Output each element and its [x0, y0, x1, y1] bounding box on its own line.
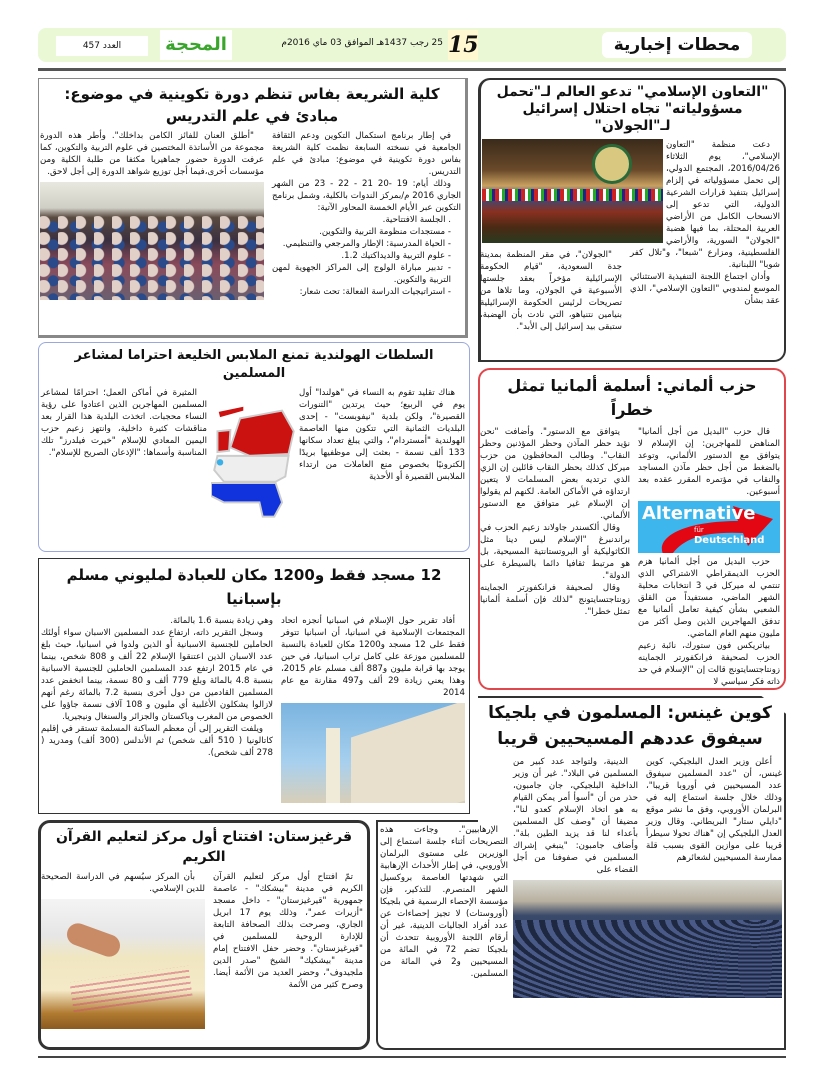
article-fes-columns: [40, 130, 461, 300]
section-title: محطات إخبارية: [602, 32, 752, 58]
headline: قرغيزستان: افتتاح أول مركز لتعليم القرآن الكريم: [55, 829, 352, 865]
photo-lecture-hall: [40, 182, 264, 300]
article-kyrgyzstan: [38, 820, 370, 1050]
footer-divider: [38, 1056, 786, 1058]
article-netherlands-col-right: هناك تقليد تقوم به النساء في "هولندا" أول يوم في الربيع؛ حيث يرتدين "التنورات القصيرة"، ولكن بلدية "نيفوبست" - إحدى البلديات الثمانية التي تتكون منها العاصمة الهولندية "أمستردام"، والتي يبلغ تعداد سكانها 133 ألف نسمة - بعثت إلى موظفيها بريدًا إلكترونيًا بخصوص منع العاملات من ارتداء الملابس القصيرة أو الأحذية: [299, 388, 465, 482]
fes-item: - استراتيجيات الدراسة الفعالة: تحت شعار:: [299, 287, 451, 297]
article-germany-col-left: يتوافق مع الدستور". وأضافت "نحن نؤيد حظر المآذن وحظر المؤذنين وحظر النقاب". وطالب المحافظون من حزب ميركل كذلك بحظر النقاب قائلين إن الزي الذي ترتديه بعض المسلمات لا يتعين ارتداؤه في الأماكن العامة. لكنهم لم يقولوا إن الإسلام غير متوافق مع الدستور الألماني. وقال ألكسندر جاولاند زعيم الحزب في براندنبرغ "الإسلام ليس دينا مثل الكاثوليكية أو البروتستانتية المسيحية، بل هو مرتبط ثقافيا دائما بالسيطرة على الدولة". وقال لصحيفة فرانكفورتر الجماينه زونتاجتسايتونج "لذلك فإن أسلمة ألمانيا تمثل خطرا".: [480, 427, 630, 617]
photo-oic-meeting: [482, 139, 663, 243]
article-spain-col-left: وهي زيادة بنسبة 1.6 بالمائة. وسجل التقرير ذاته، ارتفاع عدد المسلمين الاسبان سواء أولئك الحاملين للجنسية الاسبانية أو الذين ولدوا في اسبانيا، حيث بلغ عدد الاسبان الذين اعتنقوا الإسلام 22 ألف و 808 شخص، بينما في عام 2015 ارتفع عدد المسلمين الحاملين للجنسية الاسبانية بنسبة 4.8 بالمائة وبلغ 779 ألف و 80 نسمة، بينما انخفض عدد المسلمين القادمين من دول أخرى بنسبة 7.2 بالمائة رغم أنهم لازالوا يشكلون الأغلبية أي مليون و 108 آلاف نسمة جاؤوا على الخصوص من المغرب وباكستان والجزائر والسنغال ونيجيريا. ويلفت التقرير إلى أن معظم الساكنة المسلمة تستقر في إقليم كاتالونيا ( 510 ألف شخص) ثم الأندلس (300 ألف) ومدريد ( 278 ألف شخص).: [41, 616, 274, 758]
article-netherlands-col-left: المثيرة في أماكن العمل؛ احترامًا لمشاعر المسلمين المهاجرين الذين اعتادوا على رؤية النساء محجبات. اتخذت البلدية هذا القرار بعد مناقشات كثيرة داخلية، وانتهز زعيم حزب اليمين المعادي للإسلام "خيرت فيلدرز" تلك المناسبة وأسماها: "الإذعان الصريح للإسلام".: [41, 388, 207, 458]
article-netherlands-columns: [43, 387, 465, 537]
fes-item: - تدبير مباراة الولوج إلى المراكز الجهوية لمهن التربية والتكوين.: [272, 263, 451, 285]
article-fes: [38, 78, 468, 338]
article-germany-columns: [480, 426, 780, 688]
headline: 12 مسجد فقط و1200 مكان للعبادة لمليوني مسلم بإسبانيا: [66, 566, 442, 608]
article-oic-col-left: "الجولان"، في مقر المنظمة بمدينة جدة السعودية، "قيام الحكومة الإسرائيلية مؤخراً بعقد جلستها الأسبوعية في الجولان، وما تلاها من تصريحات لرئيس الحكومة الإسرائيلية بنيامين نتنياهو، التي نادت بأن الهضبة، ستبقى بيد إسرائيل إلى الأبد".: [480, 250, 622, 332]
article-kyrgyzstan-col-left: بأن المركز سيُسهم في الدراسة الصحيحة للدين الإسلامي.: [41, 871, 205, 1029]
header-divider: [38, 68, 786, 71]
article-netherlands: [38, 342, 470, 552]
headline: كلية الشريعة بفاس تنظم دورة تكوينية في موضوع: مبادئ في علم التدريس: [64, 85, 440, 125]
article-belgium-content: [478, 698, 784, 1000]
article-kyrgyzstan-col-right: تمّ افتتاح أول مركز لتعليم القرآن الكريم في مدينة "بيشكك" - عاصمة جمهورية "قيرغيزستان" - داخل مسجد "أزيرات عمر"، وذلك يوم 17 ابريل الجاري، وصرحت بذلك الصحافة التابعة للإدارة الروحية للمسلمين في "قيرغيزستان". وحضر حفل الافتتاح إمام مدينة "بيشكيك" الشيخ "صدر الدين ملجيدوف"، وحضر العديد من الأئمة أيضا. وصرح كثير من الأئمة: [213, 872, 363, 990]
article-germany: [478, 368, 786, 690]
afd-logo: Alternative für Deutschland: [638, 501, 780, 553]
page-number: 15: [448, 32, 479, 58]
headline: "التعاون الإسلامي" تدعو العالم لـ"تحمل مسؤولياته" تجاه احتلال إسرائيل لـ"الجولان": [496, 84, 769, 134]
article-spain-col-right: أفاد تقرير حول الإسلام في اسبانيا أنجزه اتحاد المجتمعات الإسلامية في اسبانيا، أن اسبانيا تتوفر فقط على 12 مسجد و1200 مكان للعبادة بالنسبة للمسلمين موزعة على كامل تراب اسبانيا، في حين يوجد بها قرابة مليون و887 ألف مسلم عام 2015، وهذا يعني زيادة 29 ألف و497 مقارنة مع عام 2014: [281, 615, 465, 803]
article-belgium-body: [513, 756, 782, 998]
article-fes-col-left: "أطلق العنان للفائز الكامن بداخلك". وأطر هذه الدورة مجموعة من الأساتذة المختصين في علوم التربية والتكوين، كما عرفت الدورة حضور جماهيريا مكثفا من طلبة الكلية ومن مؤسسات أخرى،فيما أجل توزيع شواهد الدورة إلى أجل لاحق.: [40, 130, 264, 300]
issue-date: 25 رجب 1437هـ الموافق 03 ماي 2016م: [281, 38, 443, 48]
article-oic: [478, 78, 786, 362]
article-germany-col-right: قال حزب "البديل من أجل ألمانيا" المناهض للمهاجرين: إن الإسلام لا يتوافق مع الدستور الألماني، وتوعد بالضغط من أجل حظر مآذن المساجد والنقاب في مؤتمره المقرر عقده بعد أسبوعين. Alternative für Deutschland حزب البديل من أجل ألمانيا هزم الحزب الديمقراطي الاشتراكي الذي تنتمي له ميركل في 3 انتخابات محلية الشهر الماضي، مستفيداً من القلق الشعبي بشأن كيفية تعامل ألمانيا مع تدفق المهاجرين الذين وصل أكثر من مليون منهم العام الماضي. بياتريكس فون ستورك، نائبة زعيم الحزب لصحيفة فرانكفورتر الجماينه زونتاجتسايتونج قالت إن "الإسلام في حد ذاته فكر سياسي لا: [638, 426, 780, 688]
newspaper-logo: المحجة: [160, 30, 232, 60]
issue-number: العدد 457: [56, 36, 148, 56]
fes-item: - مستجدات منظومة التربية والتكوين.: [319, 227, 451, 237]
fes-item: - الحياة المدرسية: الإطار والمرجعي والتنظيمي.: [282, 239, 451, 249]
article-belgium-col-mid: الدينية، ولتواجد عدد كبير من المسلمين في البلاد". غير أن وزير الداخلية البلجيكي، جان جامبون، حذر من أن "أسوأ أمر يمكن القيام به هو اتخاذ الإسلام كعدو لنا"، مضيفا أن "وصف كل المسلمين بأعداء لنا قد يزيد الطين بلة". وأضاف جامبون: "ينبغي إشراك المسلمين في صفوفنا من أجل القضاء على: [513, 757, 638, 875]
article-spain: [38, 558, 470, 814]
photo-mosque: [281, 703, 465, 803]
article-belgium-col-right: أعلن وزير العدل البلجيكي، كوين غينس، أن "عدد المسلمين سيفوق عدد المسيحيين في أوروبا قريبا"، وذلك خلال جلسة استماع إليه في البرلمان الأوروبي، وفق ما نشر موقع "دايلي ستار" البريطاني. وقال وزير العدل البلجيكي إن "هناك تحولا سيطرأ قريبا على موازين القوى بسبب قلة ممارسة المسيحيين لشعائرهم: [646, 757, 782, 863]
article-belgium-columns: [513, 756, 782, 876]
photo-quran-reading: [41, 899, 205, 1029]
article-kyrgyzstan-columns: [41, 871, 363, 1029]
headline: حزب ألماني: أسلمة ألمانيا تمثل خطراً: [507, 376, 757, 419]
article-spain-columns: [43, 615, 465, 803]
fes-item: - علوم التربية والديداكتيك 1.2.: [341, 251, 451, 261]
belgium-headline: كوين غينس: المسلمون في بلجيكا سيفوق عددهم المسيحيين قريبا: [488, 703, 772, 749]
photo-spacer: [630, 139, 666, 247]
photo-european-parliament: [513, 880, 782, 998]
article-belgium-col-left: الإرهابيين". وجاءت هذه التصريحات أثناء جلسة استماع إلى الوزيرين على مستوى البرلمان الأوروبي، في إطار الأحداث الإرهابية التي شهدتها العاصمة بروكسيل الشهر المنصرم. للتذكير، فإن مؤسسة الإحصاء الرسمية في بلجيكا (أوروستات) لا تجيز إحصاءات عن عدد أفراد الجاليات الدينية، غير أن أرقام اللجنة الأوروبية تتحدث أن بلجيكا تضم 72 في المائة من المسيحيين و2 في المائة من المسلمين.: [380, 825, 508, 979]
article-fes-col-right: في إطار برنامج استكمال التكوين ودعم الثقافة الجامعية في نسخته السابعة نظمت كلية الشريعة بفاس دورة تكوينية في موضوع: مبادئ في علم التدريس. وذلك أيام: 19 -20 21 - 22 - 23 من الشهر الجاري 2016 م/بمركز الندوات بالكلية، وشمل برنامج التكوين عبر الأيام الخمسة المحاور الآتية: . الجلسة الافتتاحية. - مستجدات منظومة التربية والتكوين. - الحياة المدرسية: الإطار والمرجعي والتنظيمي. - علوم التربية والديداكتيك 1.2. - تدبير مباراة الولوج إلى المراكز الجهوية لمهن التربية والتكوين. - استراتيجيات الدراسة الفعالة: تحت شعار:: [272, 131, 461, 297]
map-marker-icon: [217, 459, 223, 465]
article-oic-columns: [480, 139, 780, 333]
article-oic-col-right: دعت منظمة "التعاون الإسلامي"، يوم الثلاثاء 2016/04/26، المجتمع الدولي، إلى تحمل مسؤولياته في إلزام إسرائيل بتنفيذ قرارات الشرعية الدولية، التي تدعو إلى الانسحاب الكامل من الأراضي العربية المحتلة، بما فيها هضبة "الجولان" السورية، والأراضي الفلسطينية، ومزارع "شبعا"، و"تلال كفر شوبا" اللبنانية. وأدان اجتماع اللجنة التنفيذية الاستثنائي الموسع لمندوبي "التعاون الإسلامي"، الذي عقد بشأن: [630, 139, 780, 307]
fes-item: . الجلسة الافتتاحية.: [382, 215, 451, 225]
netherlands-flag-map: [211, 387, 295, 537]
headline: السلطات الهولندية تمنع الملابس الخليعة احتراما لمشاعر المسلمين: [74, 348, 434, 381]
